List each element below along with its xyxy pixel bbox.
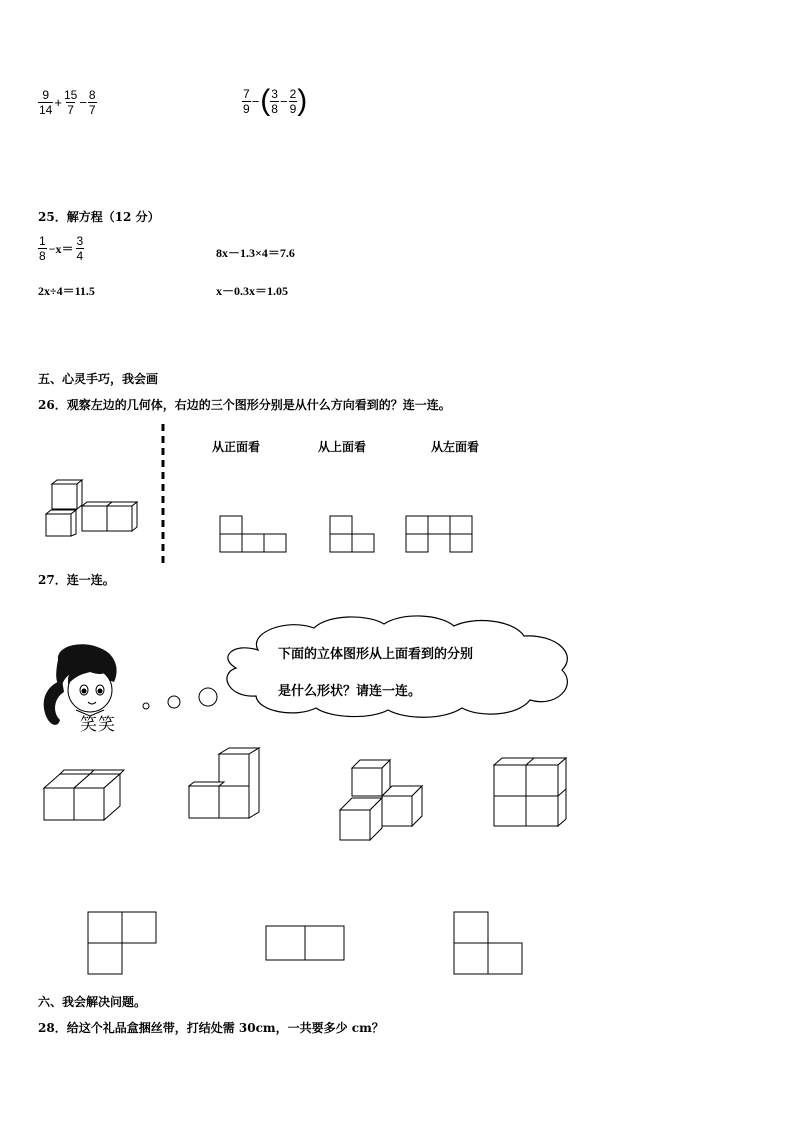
numerator: 8 bbox=[88, 88, 96, 102]
denominator: 8 bbox=[39, 249, 46, 263]
right-parenthesis: ) bbox=[297, 84, 308, 117]
fraction bbox=[242, 87, 251, 116]
numerator: 15 bbox=[63, 88, 78, 102]
fraction bbox=[270, 87, 279, 116]
denominator: 14 bbox=[39, 103, 53, 117]
q27-solid-4[interactable] bbox=[492, 757, 572, 829]
section-6-title: 六、我会解决问题。 bbox=[38, 995, 147, 1009]
fraction bbox=[63, 88, 78, 117]
q27-top-view-shape-a[interactable] bbox=[87, 911, 159, 977]
numerator: 3 bbox=[271, 86, 278, 101]
equation-operator: −x＝ bbox=[48, 242, 74, 256]
denominator: 7 bbox=[88, 103, 96, 117]
view-label-left: 从左面看 bbox=[431, 440, 480, 454]
calc-expression-2 bbox=[242, 86, 307, 116]
q27-solid-3[interactable] bbox=[338, 756, 428, 844]
view-label-top: 从上面看 bbox=[318, 440, 367, 454]
question-27-title: 27．连一连。 bbox=[38, 573, 115, 587]
operator: − bbox=[251, 93, 260, 109]
operator: − bbox=[279, 93, 288, 109]
denominator: 4 bbox=[76, 249, 84, 263]
q26-view-shape-b[interactable] bbox=[329, 515, 377, 555]
equation-4: x－0.3x＝1.05 bbox=[216, 284, 289, 298]
question-28-title: 28．给这个礼品盒捆丝带，打结处需 30cm，一共要多少 cm？ bbox=[38, 1021, 384, 1035]
numerator: 9 bbox=[42, 88, 50, 102]
dashed-divider bbox=[160, 424, 166, 566]
calc-expression-1 bbox=[38, 88, 97, 117]
fraction bbox=[38, 234, 47, 263]
numerator: 7 bbox=[243, 86, 250, 101]
question-25-title: 25．解方程（12 分） bbox=[38, 210, 160, 224]
q26-view-shape-c[interactable] bbox=[405, 515, 475, 555]
numerator: 1 bbox=[39, 234, 46, 248]
denominator: 9 bbox=[289, 101, 297, 116]
operator: + bbox=[54, 95, 62, 110]
denominator: 8 bbox=[271, 101, 278, 116]
cloud-text-line-2: 是什么形状？请连一连。 bbox=[278, 684, 422, 699]
thought-bubbles bbox=[138, 684, 222, 714]
q27-top-view-shape-c[interactable] bbox=[453, 911, 525, 977]
denominator: 7 bbox=[67, 103, 74, 117]
fraction bbox=[76, 234, 85, 263]
q27-solid-1[interactable] bbox=[40, 764, 130, 824]
left-parenthesis: ( bbox=[260, 84, 271, 117]
numerator: 3 bbox=[76, 234, 84, 248]
question-26-title: 26．观察左边的几何体，右边的三个图形分别是从什么方向看到的？连一连。 bbox=[38, 398, 451, 412]
operator: − bbox=[79, 95, 87, 110]
q27-top-view-shape-b[interactable] bbox=[265, 925, 347, 963]
denominator: 9 bbox=[243, 101, 250, 116]
fraction bbox=[88, 88, 97, 117]
fraction bbox=[289, 87, 298, 116]
equation-3: 2x÷4＝11.5 bbox=[38, 284, 95, 298]
numerator: 2 bbox=[289, 86, 297, 101]
cloud-text-line-1: 下面的立体图形从上面看到的分别 bbox=[278, 647, 474, 662]
q26-solid-figure bbox=[40, 478, 140, 538]
thought-cloud bbox=[218, 612, 580, 722]
equation-2: 8x－1.3×4＝7.6 bbox=[216, 246, 295, 260]
q26-view-shape-a[interactable] bbox=[219, 515, 289, 555]
fraction bbox=[38, 88, 53, 117]
view-label-front: 从正面看 bbox=[212, 440, 261, 454]
girl-caption: 笑笑 bbox=[80, 715, 116, 735]
section-5-title: 五、心灵手巧，我会画 bbox=[38, 372, 159, 386]
equation-1 bbox=[38, 234, 84, 263]
q27-solid-2[interactable] bbox=[188, 746, 268, 822]
